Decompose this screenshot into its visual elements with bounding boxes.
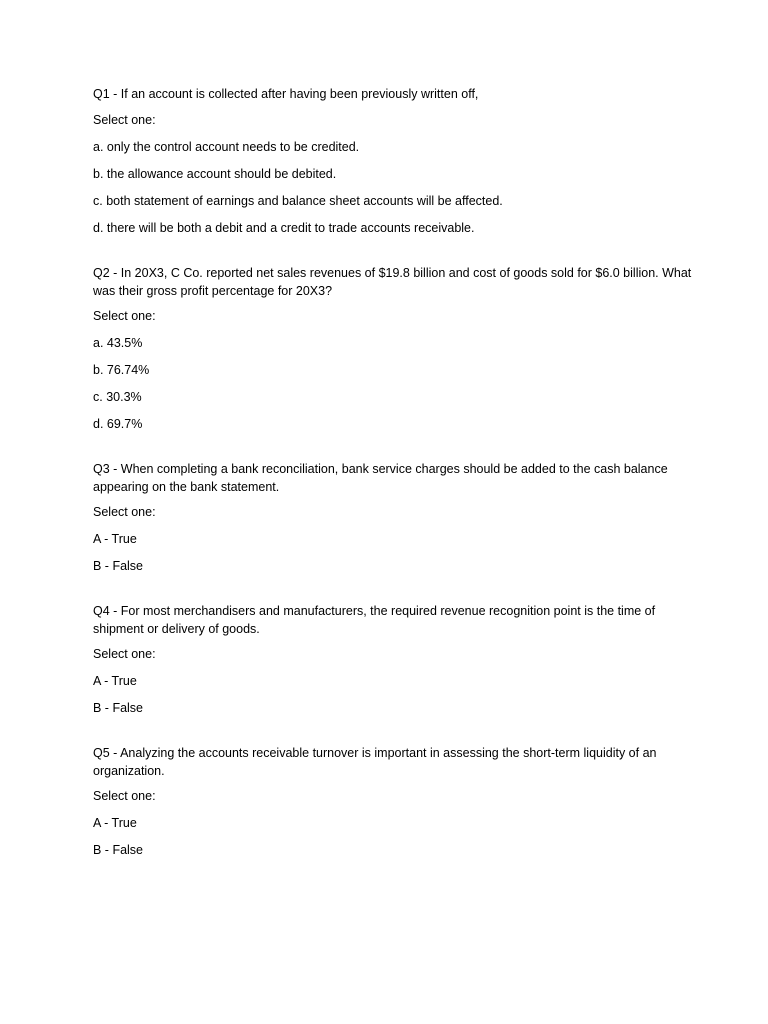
select-one-label: Select one: <box>93 647 156 661</box>
option-a: a. only the control account needs to be credited. <box>93 140 360 154</box>
option-false: B - False <box>93 559 144 573</box>
select-one-label: Select one: <box>93 789 156 803</box>
option-false: B - False <box>93 701 144 715</box>
option-true: A - True <box>93 674 137 688</box>
option-b: b. the allowance account should be debited. <box>93 167 337 181</box>
question-text: Q4 - For most merchandisers and manufacturers, the required revenue recognition point is the time of shipment or delivery of goods. <box>93 604 656 636</box>
option-d: d. 69.7% <box>93 417 143 431</box>
option-true: A - True <box>93 816 137 830</box>
question-1 <box>93 85 693 237</box>
question-text: Q5 - Analyzing the accounts receivable turnover is important in assessing the short-term liquidity of an organization. <box>93 746 657 778</box>
question-3 <box>93 460 693 575</box>
select-one-label: Select one: <box>93 309 156 323</box>
question-2 <box>93 264 693 433</box>
option-c: c. 30.3% <box>93 390 142 404</box>
option-a: a. 43.5% <box>93 336 143 350</box>
option-c: c. both statement of earnings and balance sheet accounts will be affected. <box>93 194 503 208</box>
quiz-document <box>93 85 693 868</box>
question-text: Q2 - In 20X3, C Co. reported net sales revenues of $19.8 billion and cost of goods sold for $6.0 billion. What was their gross profit percentage for 20X3? <box>93 266 692 298</box>
option-b: b. 76.74% <box>93 363 150 377</box>
select-one-label: Select one: <box>93 113 156 127</box>
question-text: Q3 - When completing a bank reconciliation, bank service charges should be added to the cash balance appearing on the bank statement. <box>93 462 668 494</box>
option-true: A - True <box>93 532 137 546</box>
option-false: B - False <box>93 843 144 857</box>
question-4 <box>93 602 693 717</box>
question-5 <box>93 744 693 859</box>
question-text: Q1 - If an account is collected after having been previously written off, <box>93 87 479 101</box>
option-d: d. there will be both a debit and a credit to trade accounts receivable. <box>93 221 475 235</box>
select-one-label: Select one: <box>93 505 156 519</box>
